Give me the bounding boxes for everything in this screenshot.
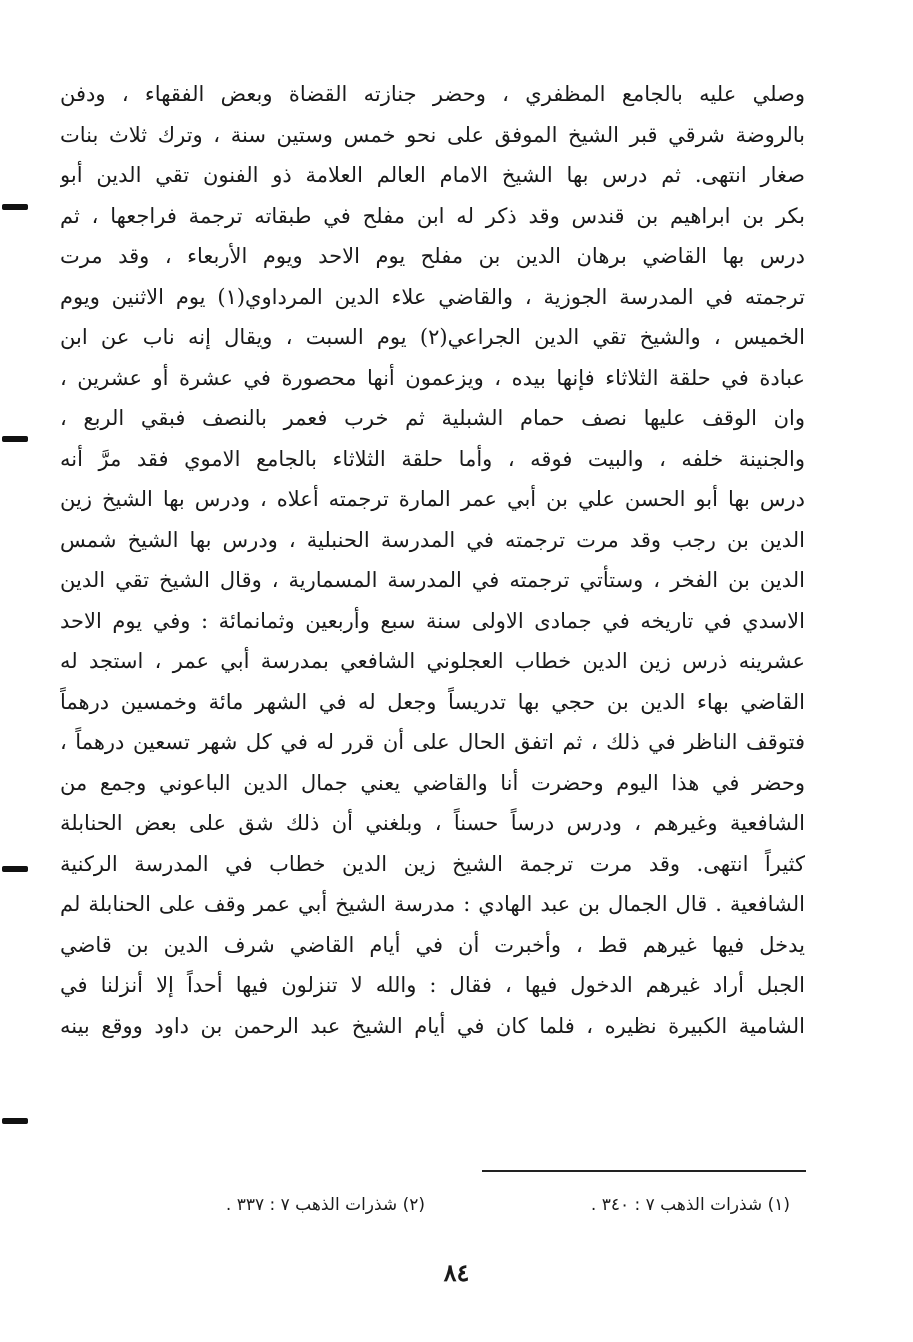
footnote-divider <box>482 1170 806 1172</box>
text-line: وان الوقف عليها نصف حمام الشبلية ثم خرب فعمر بالنصف فبقي الربع ، <box>60 406 805 430</box>
text-line: الشافعية . قال الجمال بن عبد الهادي : مدرسة الشيخ أبي عمر وقف على الحنابلة لم <box>60 892 805 916</box>
text-line: صغار انتهى. ثم درس بها الشيخ الامام العالم العلامة ذو الفنون تقي الدين أبو <box>60 163 805 187</box>
text-line: عبادة في حلقة الثلاثاء فإنها بيده ، ويزعمون أنها محصورة في عشرة أو عشرين ، <box>60 365 805 390</box>
text-line: الجبل أراد غيرهم الدخول فيها ، فقال : والله لا تنزلون فيها أحداً إلا أنزلنا في <box>60 973 805 997</box>
text-line: الدين بن رجب وقد مرت ترجمته في المدرسة الحنبلية ، ودرس بها الشيخ شمس <box>60 527 805 552</box>
text-line: يدخل فيها غيرهم قط ، وأخبرت أن في أيام القاضي شرف الدين بن قاضي <box>60 932 805 957</box>
text-line: عشرينه ذرس زين الدين خطاب العجلوني الشافعي بمدرسة أبي عمر ، استجد له <box>60 649 805 673</box>
text-line: فتوقف الناظر في ذلك ، ثم اتفق الحال على أن قرر له في كل شهر تسعين درهماً ، <box>60 730 805 754</box>
text-line: ترجمته في المدرسة الجوزية ، والقاضي علاء الدين المرداوي(١) يوم الاثنين ويوم <box>60 284 805 309</box>
margin-mark <box>2 1118 28 1124</box>
main-text-block <box>60 74 805 1046</box>
text-line: والجنينة خلفه ، والبيت فوقه ، وأما حلقة الثلاثاء بالجامع الاموي فقد مرَّ أنه <box>60 446 805 471</box>
text-line: درس بها القاضي برهان الدين بن مفلح يوم الاحد ويوم الأربعاء ، وقد مرت <box>60 244 805 268</box>
text-line: بالروضة شرقي قبر الشيخ الموفق على نحو خمس وستين سنة ، وترك ثلاث بنات <box>60 122 805 147</box>
text-line: درس بها أبو الحسن علي بن أبي عمر المارة ترجمته أعلاه ، ودرس بها الشيخ زين <box>60 487 805 511</box>
text-line: وحضر في هذا اليوم وحضرت أنا والقاضي يعني جمال الدين الباعوني وجمع من <box>60 770 805 795</box>
text-line: الشافعية وغيرهم ، ودرس درساً حسناً ، وبلغني أن ذلك شق على بعض الحنابلة <box>60 811 805 835</box>
text-line: الشامية الكبيرة نظيره ، فلما كان في أيام الشيخ عبد الرحمن بن داود ووقع بينه <box>60 1013 805 1038</box>
footnote-1: (١) شذرات الذهب ٧ : ٣٤٠ . <box>590 1195 790 1215</box>
text-line: بكر بن ابراهيم بن قندس وقد ذكر له ابن مفلح في طبقاته ترجمة فراجعها ، ثم <box>60 203 805 228</box>
text-line: الخميس ، والشيخ تقي الدين الجراعي(٢) يوم السبت ، ويقال إنه ناب عن ابن <box>60 325 805 349</box>
text-line: القاضي بهاء الدين بن حجي بها تدريساً وجعل له في الشهر مائة وخمسين درهماً <box>60 689 805 714</box>
text-line: الاسدي في تاريخه في جمادى الاولى سنة سبع وأربعين وثمانمائة : وفي يوم الاحد <box>60 608 805 633</box>
footnote-2: (٢) شذرات الذهب ٧ : ٣٣٧ . <box>225 1195 425 1215</box>
margin-mark <box>2 866 28 872</box>
page-number: ٨٤ <box>443 1258 470 1287</box>
margin-mark <box>2 436 28 442</box>
footnotes <box>60 1195 790 1225</box>
text-line: وصلي عليه بالجامع المظفري ، وحضر جنازته القضاة وبعض الفقهاء ، ودفن <box>60 82 805 106</box>
text-line: كثيراً انتهى. وقد مرت ترجمة الشيخ زين الدين خطاب في المدرسة الركنية <box>60 851 805 876</box>
text-line: الدين بن الفخر ، وستأتي ترجمته في المدرسة المسمارية ، وقال الشيخ تقي الدين <box>60 568 805 592</box>
margin-mark <box>2 204 28 210</box>
